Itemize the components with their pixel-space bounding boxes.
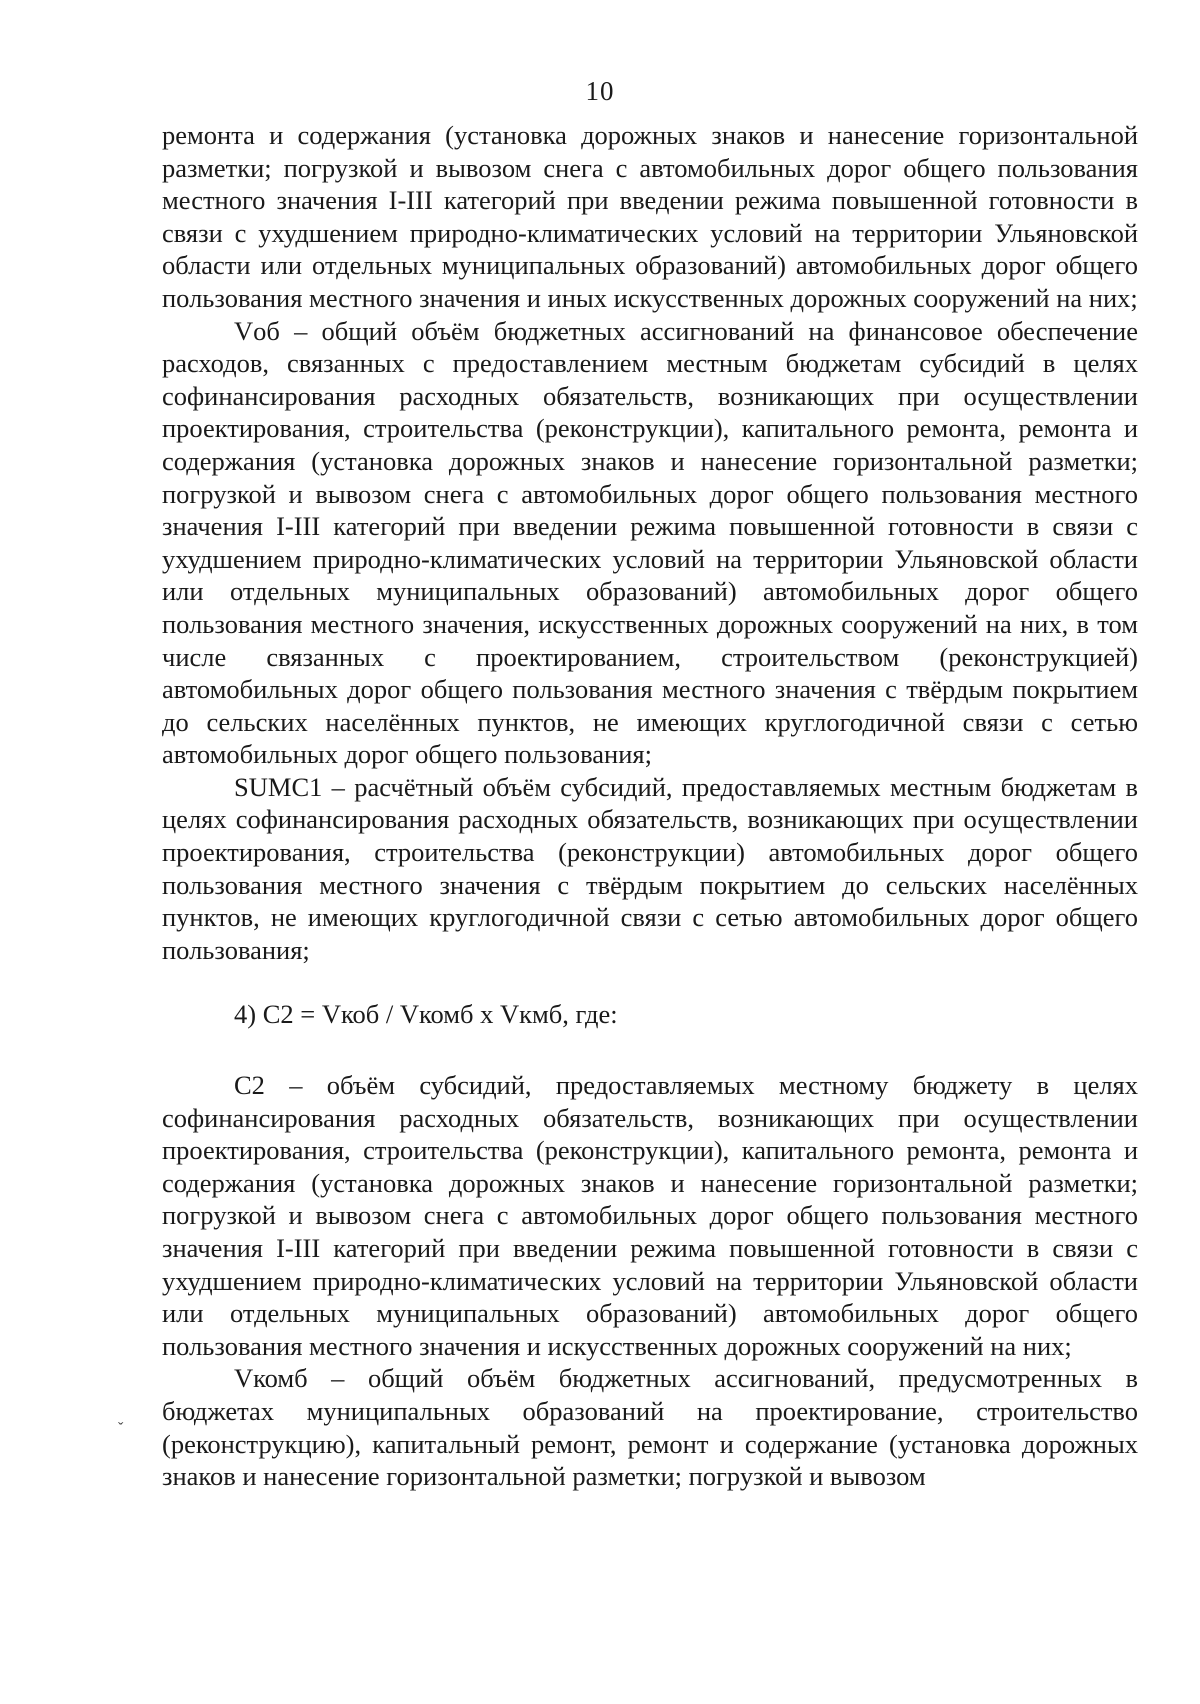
paragraph-vkomb-definition: Vкомб – общий объём бюджетных ассигнований, предусмотренных в бюджетах муниципальных образований на проектирование, строительство (реконструкцию), капитальный ремонт, ремонт и содержание (установка дорожных знаков и нанесение горизонтальной разметки; погрузкой и вывозом <box>162 1363 1138 1492</box>
paragraph-c2-definition: С2 – объём субсидий, предоставляемых местному бюджету в целях софинансирования расходных обязательств, возникающих при осуществлении проектирования, строительства (реконструкции), капитального ремонта, ремонта и содержания (установка дорожных знаков и нанесение горизонтальной разметки; погрузкой и вывозом снега с автомобильных дорог общего пользования местного значения I-III категорий при введении режима повышенной готовности в связи с ухудшением природно-климатических условий на территории Ульяновской области или отдельных муниципальных образований) автомобильных дорог общего пользования местного значения и искусственных дорожных сооружений на них; <box>162 1070 1138 1361</box>
paragraph-continuation: ремонта и содержания (установка дорожных знаков и нанесение горизонтальной разметки; погрузкой и вывозом снега с автомобильных дорог общего пользования местного значения I-III категорий при введении режима повышенной готовности в связи с ухудшением природно-климатических условий на территории Ульяновской области или отдельных муниципальных образований) автомобильных дорог общего пользования местного значения и иных искусственных дорожных сооружений на них; <box>162 120 1138 313</box>
page-number: 10 <box>585 76 615 106</box>
formula-c2: 4) С2 = Vкоб / Vкомб х Vкмб, где: <box>234 999 618 1030</box>
document-body <box>162 119 1138 1493</box>
scan-mark: ˇ <box>118 1420 124 1437</box>
paragraph-sumc1-definition: SUMC1 – расчётный объём субсидий, предоставляемых местным бюджетам в целях софинансирования расходных обязательств, возникающих при осуществлении проектирования, строительства (реконструкции) автомобильных дорог общего пользования местного значения с твёрдым покрытием до сельских населённых пунктов, не имеющих круглогодичной связи с сетью автомобильных дорог общего пользования; <box>162 771 1138 965</box>
paragraph-vob-definition: Vоб – общий объём бюджетных ассигнований на финансовое обеспечение расходов, связанных с предоставлением местным бюджетам субсидий в целях софинансирования расходных обязательств, возникающих при осуществлении проектирования, строительства (реконструкции), капитального ремонта, ремонта и содержания (установка дорожных знаков и нанесение горизонтальной разметки; погрузкой и вывозом снега с автомобильных дорог общего пользования местного значения I-III категорий при введении режима повышенной готовности в связи с ухудшением природно-климатических условий на территории Ульяновской области или отдельных муниципальных образований) автомобильных дорог общего пользования местного значения, искусственных дорожных сооружений на них, в том числе связанных с проектированием, строительством (реконструкцией) автомобильных дорог общего пользования местного значения с твёрдым покрытием до сельских населённых пунктов, не имеющих круглогодичной связи с сетью автомобильных дорог общего пользования; <box>162 315 1138 770</box>
